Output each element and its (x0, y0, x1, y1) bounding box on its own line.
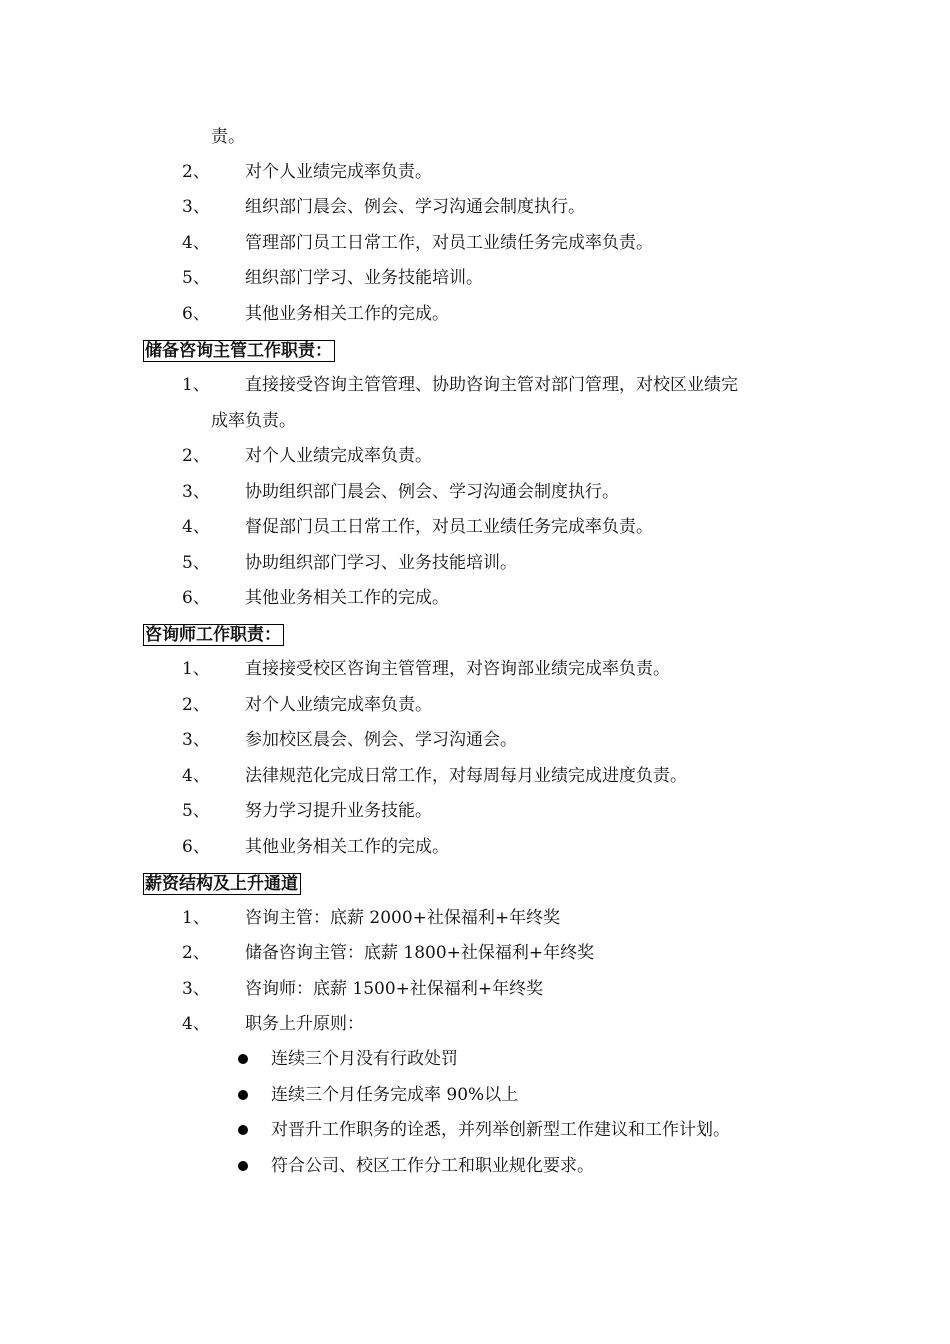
section-heading-salary: 薪资结构及上升通道 (143, 873, 301, 895)
bullet-item-text: 连续三个月任务完成率 90%以上 (271, 1085, 519, 1105)
list-item-text: 其他业务相关工作的完成。 (245, 837, 449, 857)
list-number: 4、 (182, 1014, 210, 1034)
list-number: 4、 (182, 766, 210, 786)
list-item-text: 对个人业绩完成率负责。 (245, 446, 432, 466)
list-item-text: 咨询师：底薪 1500+社保福利+年终奖 (245, 979, 544, 999)
list-number: 3、 (182, 197, 210, 217)
bullet-item-text: 对晋升工作职务的诠悉，并列举创新型工作建议和工作计划。 (271, 1120, 730, 1140)
list-number: 2、 (182, 695, 210, 715)
list-number: 6、 (182, 837, 210, 857)
list-number: 4、 (182, 517, 210, 537)
section-heading-consultant: 咨询师工作职责： (143, 624, 284, 646)
list-item-text: 直接接受校区咨询主管管理，对咨询部业绩完成率负责。 (245, 659, 670, 679)
list-item-text: 储备咨询主管：底薪 1800+社保福利+年终奖 (245, 943, 595, 963)
list-number: 1、 (182, 908, 210, 928)
list-number: 1、 (182, 659, 210, 679)
list-item-text: 其他业务相关工作的完成。 (245, 588, 449, 608)
list-number: 2、 (182, 162, 210, 182)
list-item-continuation: 成率负责。 (211, 411, 296, 431)
bullet-dot-icon (238, 1090, 248, 1100)
list-number: 6、 (182, 588, 210, 608)
list-number: 5、 (182, 553, 210, 573)
bullet-item-text: 连续三个月没有行政处罚 (271, 1049, 458, 1069)
list-item-text: 对个人业绩完成率负责。 (245, 695, 432, 715)
list-item-text: 组织部门晨会、例会、学习沟通会制度执行。 (245, 197, 585, 217)
section-heading-reserve: 储备咨询主管工作职责： (143, 340, 335, 362)
list-item-text: 咨询主管：底薪 2000+社保福利+年终奖 (245, 908, 561, 928)
list-item-text: 管理部门员工日常工作，对员工业绩任务完成率负责。 (245, 233, 653, 253)
list-item-text: 组织部门学习、业务技能培训。 (245, 268, 483, 288)
list-item-text: 参加校区晨会、例会、学习沟通会。 (245, 730, 517, 750)
list-number: 3、 (182, 979, 210, 999)
list-number: 2、 (182, 446, 210, 466)
list-number: 2、 (182, 943, 210, 963)
list-item-text: 努力学习提升业务技能。 (245, 801, 432, 821)
continuation-text: 责。 (211, 127, 245, 147)
list-item-text: 职务上升原则： (245, 1014, 364, 1034)
list-item-text: 对个人业绩完成率负责。 (245, 162, 432, 182)
list-item-text: 督促部门员工日常工作，对员工业绩任务完成率负责。 (245, 517, 653, 537)
bullet-dot-icon (238, 1161, 248, 1171)
list-item-text: 法律规范化完成日常工作，对每周每月业绩完成进度负责。 (245, 766, 687, 786)
list-number: 6、 (182, 304, 210, 324)
list-number: 5、 (182, 801, 210, 821)
list-number: 4、 (182, 233, 210, 253)
bullet-item-text: 符合公司、校区工作分工和职业规化要求。 (271, 1156, 594, 1176)
list-item-text: 协助组织部门学习、业务技能培训。 (245, 553, 517, 573)
list-number: 3、 (182, 482, 210, 502)
list-item-text: 其他业务相关工作的完成。 (245, 304, 449, 324)
list-number: 5、 (182, 268, 210, 288)
list-number: 3、 (182, 730, 210, 750)
list-item-text: 直接接受咨询主管管理、协助咨询主管对部门管理，对校区业绩完 (245, 375, 738, 395)
list-number: 1、 (182, 375, 210, 395)
bullet-dot-icon (238, 1054, 248, 1064)
bullet-dot-icon (238, 1125, 248, 1135)
list-item-text: 协助组织部门晨会、例会、学习沟通会制度执行。 (245, 482, 619, 502)
